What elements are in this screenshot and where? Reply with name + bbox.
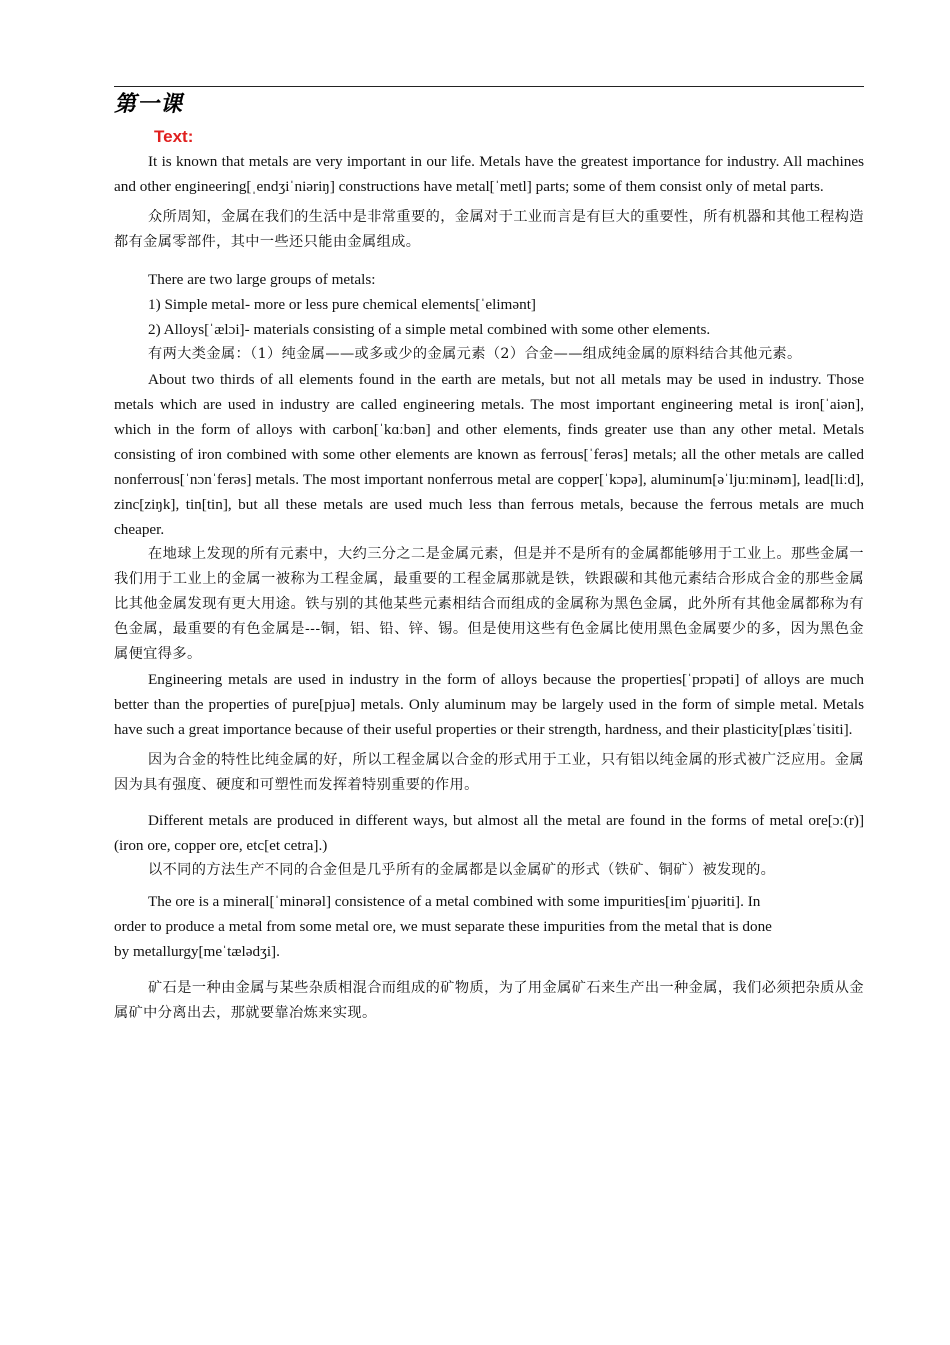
paragraph-2-chinese: 有两大类金属：（1）纯金属——或多或少的金属元素（2）合金——组成纯金属的原料结合其他元素。 — [148, 346, 802, 362]
paragraph-6-line-3: by metallurgy[meˈtælədʒi]. — [114, 943, 280, 960]
paragraph-6-chinese: 矿石是一种由金属与某些杂质相混合而组成的矿物质，为了用金属矿石来生产出一种金属，我们必须把杂质从金属矿中分离出去，那就要靠冶炼来实现。 — [114, 980, 864, 1021]
section-heading: Text: — [154, 127, 194, 146]
paragraph-3-english: About two thirds of all elements found in the earth are metals, but not all metals may be used in industry. Those metals which are used in industry are called engineering metals. The most important engineering metal is iron[ˈaiən], which in the form of alloys with carbon[ˈkɑːbən] and other elements, finds greater use than any other metal. Metals consisting of iron combined with some other elements are known as ferrous[ˈferəs] metals; all the other metals are called nonferrous[ˈnɔnˈferəs] metals. The most important nonferrous metal are copper[ˈkɔpə], aluminum[əˈljuːminəm], lead[liːd], zinc[ziŋk], tin[tin], but all these metals are used much less than ferrous metals, because the ferrous metals are much cheaper. — [114, 371, 864, 538]
lesson-title: 第一课 — [114, 92, 184, 117]
paragraph-2-item-1: 1) Simple metal- more or less pure chemical elements[ˈelimənt] — [148, 296, 536, 313]
paragraph-5-english: Different metals are produced in different ways, but almost all the metal are found in the forms of metal ore[ɔː(r)] (iron ore, copper ore, etc[et cetra].) — [114, 812, 864, 854]
paragraph-4-english: Engineering metals are used in industry in the form of alloys because the properties[ˈprɔpəti] of alloys are much better than the properties of pure[pjuə] metals. Only aluminum may be largely used in the form of simple metal. Metals have such a great importance because of their useful properties or their strength, hardness, and their plasticity[plæsˈtisiti]. — [114, 671, 864, 738]
paragraph-6-line-2: order to produce a metal from some metal ore, we must separate these impurities from the metal that is done — [114, 918, 772, 935]
paragraph-4-chinese: 因为合金的特性比纯金属的好，所以工程金属以合金的形式用于工业，只有铝以纯金属的形式被广泛应用。金属因为具有强度、硬度和可塑性而发挥着特别重要的作用。 — [114, 752, 864, 793]
paragraph-1-english: It is known that metals are very important in our life. Metals have the greatest importance for industry. All machines and other engineering[ˌendʒiˈniəriŋ] constructions have metal[ˈmetl] parts; some of them consist only of metal parts. — [114, 153, 864, 195]
header-rule — [114, 86, 864, 87]
document-page — [114, 86, 864, 1026]
paragraph-5-chinese: 以不同的方法生产不同的合金但是几乎所有的金属都是以金属矿的形式（铁矿、铜矿）被发现的。 — [148, 862, 776, 878]
paragraph-3-chinese: 在地球上发现的所有元素中，大约三分之二是金属元素，但是并不是所有的金属都能够用于工业上。那些金属一我们用于工业上的金属一被称为工程金属，最重要的工程金属那就是铁，铁跟碳和其他元素结合形成合金的那些金属比其他金属发现有更大用途。铁与别的其他某些元素相结合而组成的金属称为黑色金属，此外所有其他金属都称为有色金属，最重要的有色金属是---铜，铝、铅、锌、锡。但是使用这些有色金属比使用黑色金属要少的多，因为黑色金属便宜得多。 — [114, 546, 864, 662]
paragraph-2-item-2: 2) Alloys[ˈælɔi]- materials consisting of a simple metal combined with some other elements. — [148, 321, 711, 338]
paragraph-6-line-1: The ore is a mineral[ˈminərəl] consistence of a metal combined with some impurities[imˈpjuəriti]. In — [148, 893, 761, 910]
paragraph-2-intro: There are two large groups of metals: — [148, 271, 376, 288]
paragraph-1-chinese: 众所周知，金属在我们的生活中是非常重要的，金属对于工业而言是有巨大的重要性，所有机器和其他工程构造都有金属零部件，其中一些还只能由金属组成。 — [114, 209, 864, 250]
